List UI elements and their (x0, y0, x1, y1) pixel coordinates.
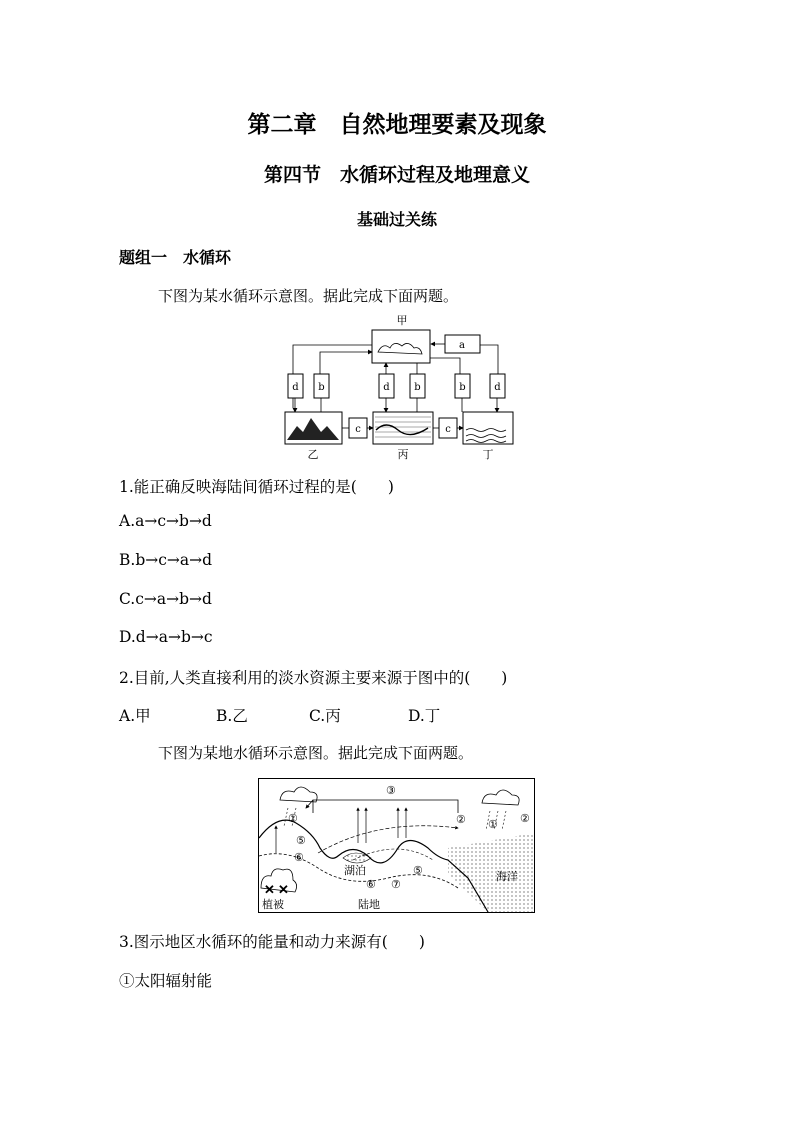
svg-text:d: d (383, 382, 390, 393)
question-3-stem: 3.图示地区水循环的能量和动力来源有( ) (119, 933, 425, 951)
svg-text:b: b (414, 382, 421, 393)
q2-option-c: C.丙 (309, 707, 341, 725)
question-1-stem: 1.能正确反映海陆间循环过程的是( ) (119, 478, 394, 496)
svg-text:③: ③ (386, 784, 396, 797)
lake-label: 湖泊 (344, 864, 366, 877)
q1-option-c: C.c→a→b→d (119, 590, 212, 608)
arrow-boxes (288, 374, 505, 398)
q3-option-1: ①太阳辐射能 (119, 972, 213, 990)
svg-text:⑦: ⑦ (391, 878, 401, 891)
label-bing: 丙 (397, 448, 409, 461)
land-label: 陆地 (358, 898, 380, 911)
group-title: 题组一 水循环 (119, 248, 232, 267)
label-jia: 甲 (396, 314, 408, 327)
question-2-stem: 2.目前,人类直接利用的淡水资源主要来源于图中的( ) (119, 669, 508, 687)
svg-text:⑥: ⑥ (294, 851, 304, 864)
svg-text:⑤: ⑤ (296, 834, 306, 847)
svg-text:✕: ✕ (264, 883, 275, 898)
svg-text:⑥: ⑥ (366, 878, 376, 891)
vegetation-label: 植被 (262, 898, 284, 911)
svg-text:✕: ✕ (278, 883, 289, 898)
water-cycle-diagram-1 (280, 312, 520, 462)
svg-text:①: ① (288, 812, 298, 825)
svg-text:⑤: ⑤ (413, 864, 423, 877)
svg-text:d: d (494, 382, 501, 393)
svg-text:b: b (318, 382, 325, 393)
svg-text:②: ② (520, 812, 530, 825)
intro-text-1: 下图为某水循环示意图。据此完成下面两题。 (158, 287, 459, 305)
label-yi: 乙 (307, 448, 319, 461)
water-cycle-diagram-2 (258, 778, 536, 914)
svg-text:c: c (445, 424, 451, 435)
svg-text:c: c (355, 424, 361, 435)
ocean-label: 海洋 (496, 870, 518, 883)
svg-text:b: b (459, 382, 466, 393)
q2-option-a: A.甲 (119, 707, 151, 725)
label-a: a (459, 340, 465, 351)
chapter-title: 第二章 自然地理要素及现象 (247, 111, 547, 138)
q2-option-b: B.乙 (216, 707, 248, 725)
q1-option-a: A.a→c→b→d (119, 512, 212, 530)
label-ding: 丁 (482, 448, 494, 461)
svg-text:①: ① (488, 818, 498, 831)
q1-option-d: D.d→a→b→c (119, 628, 213, 646)
subsection-title: 基础过关练 (356, 210, 437, 229)
svg-text:d: d (292, 382, 299, 393)
q2-option-d: D.丁 (408, 707, 441, 725)
section-title: 第四节 水循环过程及地理意义 (263, 164, 530, 186)
intro-text-2: 下图为某地水循环示意图。据此完成下面两题。 (158, 744, 474, 762)
svg-text:②: ② (456, 813, 466, 826)
q1-option-b: B.b→c→a→d (119, 551, 213, 569)
